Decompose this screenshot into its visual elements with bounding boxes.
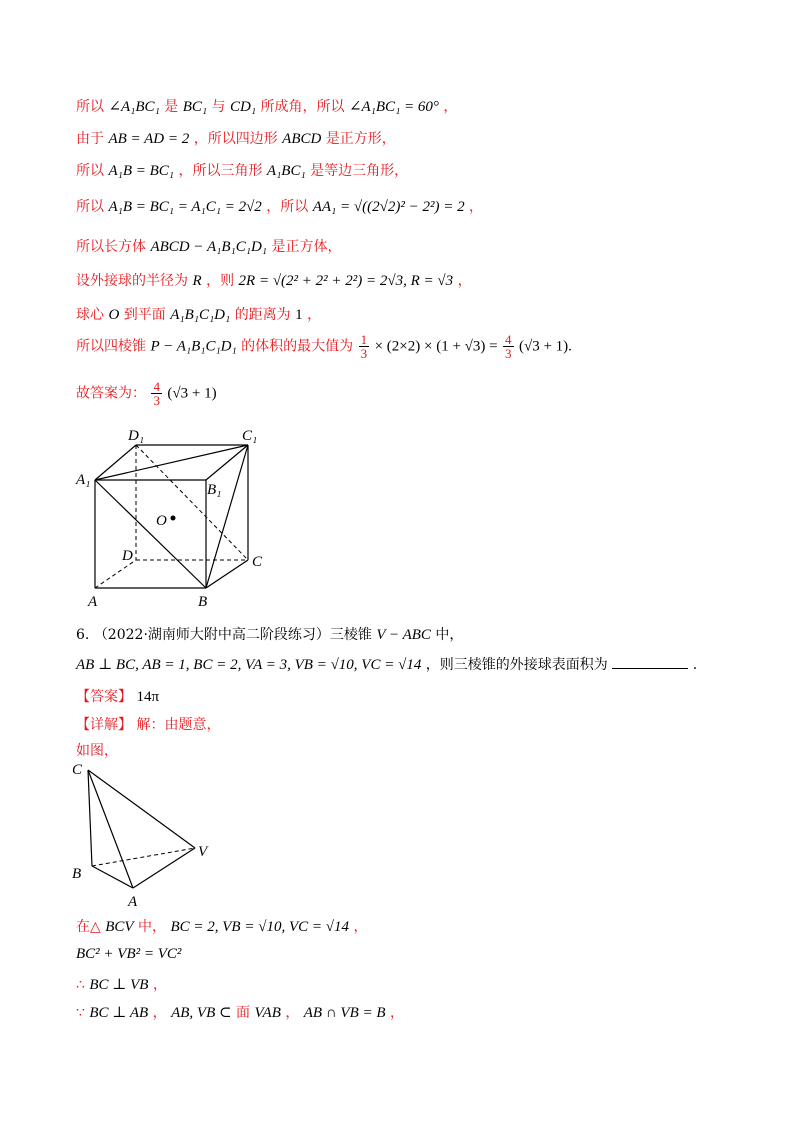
therefore-symbol: ∴ xyxy=(76,977,85,993)
text: ， xyxy=(152,977,167,993)
text: ，则三棱锥的外接球表面积为 xyxy=(425,657,608,673)
solution-line-5 xyxy=(76,236,341,256)
question-6-line-2 xyxy=(76,654,697,674)
label-C1: C₁ xyxy=(242,428,258,444)
math: CD₁ xyxy=(229,99,257,115)
math: ∠A₁BC₁ xyxy=(108,99,160,115)
text: 中， xyxy=(138,919,167,935)
math: BC₁ xyxy=(182,99,208,115)
cube-figure xyxy=(70,420,280,615)
math: A₁BC₁ xyxy=(266,163,306,179)
math: P − A₁B₁C₁D₁ xyxy=(150,338,237,355)
text: 是等边三角形， xyxy=(310,163,409,179)
math: BC ⊥ VB xyxy=(89,977,149,993)
text: 的体积的最大值为 xyxy=(241,338,354,355)
math: A₁B₁C₁D₁ xyxy=(170,307,231,323)
text: 是 xyxy=(164,99,179,115)
math: (√3 + 1) xyxy=(167,385,217,402)
solution-line-2 xyxy=(76,128,396,148)
text: ，则 xyxy=(206,273,235,289)
math: AB ∩ VB = B xyxy=(303,1005,386,1021)
math: AB ⊥ BC, AB = 1, BC = 2, VA = 3, VB = √10, VC = √14 xyxy=(76,657,422,673)
math: ∠A₁BC₁ = 60° xyxy=(348,99,439,115)
solution-line-4 xyxy=(76,196,483,216)
text: ， xyxy=(457,273,472,289)
text: 球心 xyxy=(76,307,104,323)
math: BC ⊥ AB xyxy=(89,1005,149,1021)
solution-line-6 xyxy=(76,270,472,290)
math: × (2×2) × (1 + √3) = xyxy=(374,338,498,355)
final-answer-line xyxy=(76,380,217,407)
solution-line-8 xyxy=(76,333,572,360)
hidden-edge-BV xyxy=(92,848,195,866)
answer-line xyxy=(76,686,159,706)
text: ， xyxy=(285,1005,300,1021)
step-1 xyxy=(76,916,367,936)
text: 中， xyxy=(435,627,464,643)
text: 所以长方体 xyxy=(76,239,146,255)
question-number: 6. xyxy=(76,627,90,643)
math: BC = 2, VB = √10, VC = √14 xyxy=(170,919,349,935)
math: BCV xyxy=(105,919,134,935)
detail-text: 解：由题意， xyxy=(136,717,221,733)
fraction xyxy=(151,380,162,407)
text: 到平面 xyxy=(123,307,166,323)
question-6-line-1 xyxy=(76,624,463,644)
math: O xyxy=(108,307,120,323)
label-D: D xyxy=(122,548,133,564)
label-B1: B₁ xyxy=(207,482,222,498)
answer-blank xyxy=(612,654,688,669)
text: 由于 xyxy=(76,131,104,147)
label-A1: A₁ xyxy=(76,472,91,488)
math: A₁B = BC₁ xyxy=(108,163,174,179)
diag-A1C1 xyxy=(95,445,248,480)
text: 面 xyxy=(236,1005,251,1021)
text: ，所以三角形 xyxy=(178,163,263,179)
text: ，所以 xyxy=(266,199,309,215)
hidden-edge-AD xyxy=(95,560,136,588)
text: ，所以四边形 xyxy=(193,131,278,147)
because-symbol: ∵ xyxy=(76,1005,85,1021)
label-C: C xyxy=(252,554,263,570)
numerator: 4 xyxy=(153,379,160,394)
step-4 xyxy=(76,1002,404,1022)
math: 2R = √(2² + 2² + 2²) = 2√3, R = √3 xyxy=(238,273,454,289)
text: ， xyxy=(469,199,484,215)
figure-intro xyxy=(76,740,118,760)
text: 是正方形， xyxy=(325,131,396,147)
math: 1 xyxy=(295,307,303,323)
text: ， xyxy=(307,307,322,323)
text: . xyxy=(692,657,698,673)
label-A: A xyxy=(128,894,138,910)
denominator: 3 xyxy=(505,346,512,361)
diag-A1B xyxy=(95,480,206,588)
center-point-O xyxy=(171,516,176,521)
denominator: 3 xyxy=(153,393,160,408)
text: 所以四棱锥 xyxy=(76,338,146,355)
label-B: B xyxy=(72,866,82,882)
text: ， xyxy=(353,919,368,935)
step-3 xyxy=(76,974,167,994)
answer-value: 14π xyxy=(136,689,160,705)
solution-line-3 xyxy=(76,160,408,180)
fraction xyxy=(359,333,370,360)
solution-line-7 xyxy=(76,304,321,324)
math: BC² + VB² = VC² xyxy=(76,946,182,962)
text: 所以 xyxy=(76,99,104,115)
text: ， xyxy=(152,1005,167,1021)
label-D1: D₁ xyxy=(128,428,145,444)
text: 与 xyxy=(211,99,226,115)
text: 在△ xyxy=(76,919,101,935)
math: ABCD − A₁B₁C₁D₁ xyxy=(150,239,267,255)
detail-line xyxy=(76,714,220,734)
denominator: 3 xyxy=(360,346,368,361)
fraction xyxy=(503,333,514,360)
label-A: A xyxy=(88,594,98,610)
numerator: 1 xyxy=(360,332,368,347)
edge-CB xyxy=(88,770,92,866)
edge-BC xyxy=(206,560,248,588)
numerator: 4 xyxy=(505,332,512,347)
edge-AV xyxy=(133,848,195,888)
label-B: B xyxy=(198,594,208,610)
math: AB = AD = 2 xyxy=(108,131,190,147)
text: 所以 xyxy=(76,199,104,215)
math: R xyxy=(192,273,202,289)
math: V − ABC xyxy=(376,627,431,643)
label-O: O xyxy=(156,513,167,529)
math: AA₁ = √((2√2)² − 2²) = 2 xyxy=(312,199,465,215)
edge-BA xyxy=(92,866,133,888)
edge-CV xyxy=(88,770,195,848)
text: 如图， xyxy=(76,743,118,759)
math: AB, VB ⊂ xyxy=(171,1005,232,1021)
text: 故答案为： xyxy=(76,385,146,402)
math: A₁B = BC₁ = A₁C₁ = 2√2 xyxy=(108,199,262,215)
text: 是正方体， xyxy=(271,239,342,255)
step-2 xyxy=(76,946,181,963)
text: 的距离为 xyxy=(234,307,291,323)
label-V: V xyxy=(198,844,208,860)
math: ABCD xyxy=(282,131,322,147)
text: 所成角，所以 xyxy=(260,99,345,115)
question-source: （2022·湖南师大附中高二阶段练习）三棱锥 xyxy=(93,627,372,643)
math: (√3 + 1). xyxy=(519,338,572,355)
math: VAB xyxy=(254,1005,281,1021)
text: 所以 xyxy=(76,163,104,179)
tetrahedron-figure xyxy=(70,758,230,910)
text: ， xyxy=(390,1005,404,1021)
text: 设外接球的半径为 xyxy=(76,273,188,289)
diag-BC1 xyxy=(206,445,248,588)
solution-line-1 xyxy=(76,96,457,116)
answer-tag: 【答案】 xyxy=(76,689,132,705)
detail-tag: 【详解】 xyxy=(76,717,132,733)
text: ， xyxy=(443,99,458,115)
label-C: C xyxy=(72,762,83,778)
edge-CA xyxy=(88,770,133,888)
